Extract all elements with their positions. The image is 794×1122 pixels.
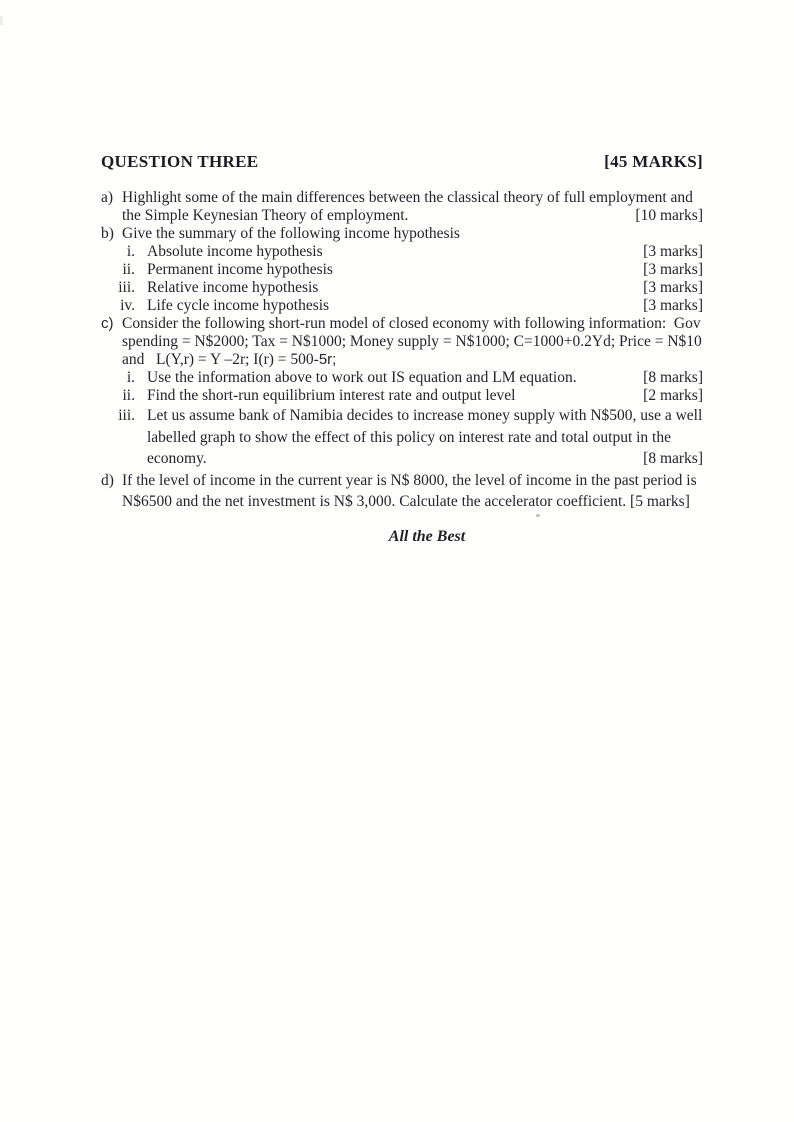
item-b-iv-marker: iv. <box>120 297 135 314</box>
item-b-i-text: Absolute income hypothesis <box>147 243 323 260</box>
item-b-i-marks: [3 marks] <box>643 243 703 260</box>
closing-note: All the Best <box>388 527 466 545</box>
item-c-line3 <box>101 351 703 369</box>
question-title: QUESTION THREE <box>101 152 259 171</box>
item-b-i-marker: i. <box>126 243 135 260</box>
item-c-ii-text: Find the short-run equilibrium interest rate and output level <box>147 387 516 404</box>
item-b-iii-marker: iii. <box>118 279 135 296</box>
item-b-iv-marks: [3 marks] <box>643 297 703 314</box>
item-d-marker: d) <box>101 471 114 489</box>
item-c-ii-marker: ii. <box>122 387 135 404</box>
item-c-i-marker: i. <box>126 369 135 386</box>
item-b-ii <box>101 261 703 279</box>
item-b-marker: b) <box>101 225 114 242</box>
item-b <box>101 225 703 243</box>
item-c-iii-marker: iii. <box>118 407 135 424</box>
item-b-ii-marker: ii. <box>122 261 135 278</box>
item-c-iii-text1: Let us assume bank of Namibia decides to increase money supply with N$500, use a well <box>147 407 703 424</box>
item-c-iii-marks: [8 marks] <box>643 450 703 467</box>
item-c-text2: spending = N$2000; Tax = N$1000; Money supply = N$1000; C=1000+0.2Yd; Price = N$10 <box>122 333 702 350</box>
scan-edge-smudge <box>0 16 3 25</box>
item-c-iii-text2: labelled graph to show the effect of this policy on interest rate and total output in the <box>147 428 671 446</box>
item-b-iv-text: Life cycle income hypothesis <box>147 297 330 314</box>
item-a-text2: the Simple Keynesian Theory of employment. <box>122 207 409 224</box>
item-b-i <box>101 243 703 261</box>
item-c-iii-line3 <box>147 448 703 470</box>
item-d-text1: If the level of income in the current year is N$ 8000, the level of income in the past period is <box>122 471 697 489</box>
item-c-i-marks: [8 marks] <box>643 369 703 386</box>
item-b-text: Give the summary of the following income hypothesis <box>122 225 460 242</box>
item-c-ii <box>101 387 703 405</box>
item-a-marks: [10 marks] <box>635 207 703 224</box>
item-b-ii-marks: [3 marks] <box>643 261 703 278</box>
item-c-iii-text3: economy. <box>147 450 207 467</box>
item-c-i <box>101 369 703 387</box>
item-b-iii-text: Relative income hypothesis <box>147 279 319 296</box>
item-d <box>101 470 703 513</box>
item-c-i-text: Use the information above to work out IS equation and LM equation. <box>147 369 577 386</box>
item-a-marker: a) <box>101 189 114 206</box>
item-c-iii-body <box>147 405 703 470</box>
item-b-iii <box>101 279 703 297</box>
item-c-text1: Consider the following short-run model of closed economy with following information: Gov <box>122 315 701 332</box>
item-a-text1: Highlight some of the main differences between the classical theory of full employment and <box>122 189 693 206</box>
item-c-line1 <box>101 315 703 333</box>
question-total-marks: [45 MARKS] <box>604 152 703 171</box>
item-c-iii <box>101 405 703 470</box>
item-c-text3-serif: and L(Y,r) = Y –2r; I(r) = 500- <box>122 351 319 368</box>
item-c-ii-marks: [2 marks] <box>643 387 703 404</box>
item-a-line1 <box>101 189 703 207</box>
item-b-iv <box>101 297 703 315</box>
item-b-iii-marks: [3 marks] <box>643 279 703 296</box>
item-c-text3-sans: 5r; <box>318 351 337 368</box>
question-heading <box>101 153 703 171</box>
item-d-body <box>122 470 703 513</box>
item-a-line2 <box>101 207 703 225</box>
item-d-text2: N$6500 and the net investment is N$ 3,000. Calculate the accelerator coefficient. [5 marks] <box>122 493 690 510</box>
scan-artifact-dot <box>536 514 540 517</box>
item-c-marker: c) <box>101 315 114 332</box>
item-c-line2 <box>101 333 703 351</box>
item-b-ii-text: Permanent income hypothesis <box>147 261 333 278</box>
